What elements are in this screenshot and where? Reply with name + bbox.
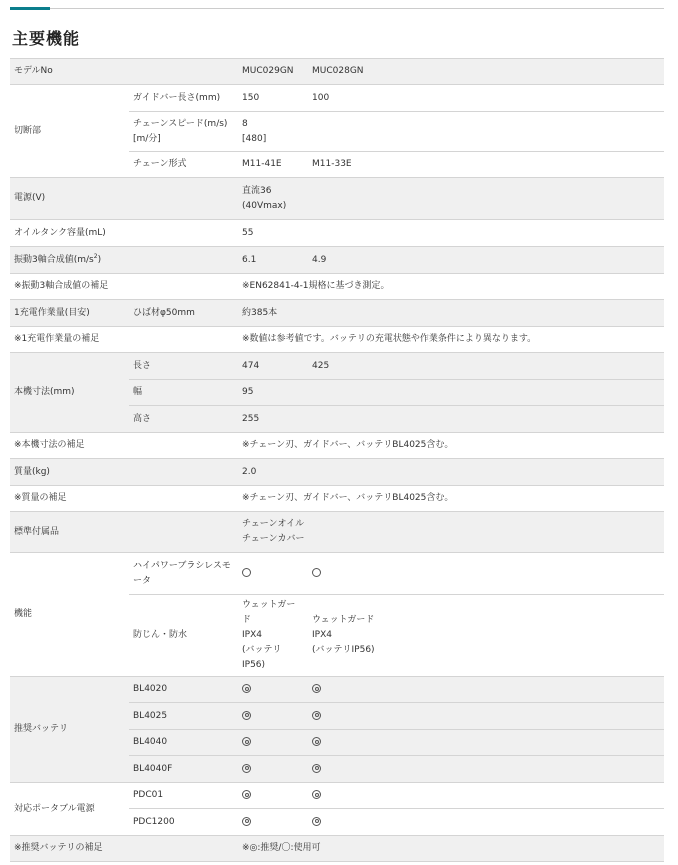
double-circle-icon bbox=[312, 684, 321, 693]
row-label: 本機寸法(mm) bbox=[10, 353, 129, 433]
value: ※チェーン刃、ガイドバー、バッテリBL4025含む。 bbox=[238, 433, 664, 459]
row-label: ※質量の補足 bbox=[10, 486, 129, 512]
row-label: 推奨バッテリ bbox=[10, 677, 129, 783]
double-circle-icon bbox=[312, 817, 321, 826]
table-row bbox=[10, 353, 664, 380]
table-row bbox=[10, 553, 664, 595]
row-label: 機能 bbox=[10, 553, 129, 677]
double-circle-icon bbox=[242, 764, 251, 773]
double-circle-icon bbox=[242, 684, 251, 693]
double-circle-icon bbox=[312, 790, 321, 799]
value: 約385本 bbox=[238, 300, 664, 327]
value: 2.0 bbox=[238, 459, 664, 486]
table-row bbox=[10, 327, 664, 353]
value-2: ウェットガード IPX4 (バッテリIP56) bbox=[308, 595, 664, 677]
row-label: オイルタンク容量(mL) bbox=[10, 220, 129, 247]
value: 直流36 (40Vmax) bbox=[238, 178, 664, 220]
double-circle-icon bbox=[242, 711, 251, 720]
page-title: 主要機能 bbox=[12, 29, 81, 48]
table-row bbox=[10, 677, 664, 703]
value-1: 474 bbox=[238, 353, 308, 380]
table-row bbox=[10, 836, 664, 862]
value-1: 150 bbox=[238, 85, 308, 112]
table-row bbox=[10, 486, 664, 512]
value-1 bbox=[238, 553, 308, 595]
sub-label: ひば材φ50mm bbox=[129, 300, 238, 327]
row-label: 対応ポータブル電源 bbox=[10, 783, 129, 836]
sub-label: BL4020 bbox=[129, 677, 238, 703]
row-label: 電源(V) bbox=[10, 178, 129, 220]
value-1: 8 [480] bbox=[238, 112, 308, 152]
row-label: 切断部 bbox=[10, 85, 129, 178]
value: ※◎:推奨/〇:使用可 bbox=[238, 836, 664, 862]
row-label: 標準付属品 bbox=[10, 512, 129, 553]
sub-label: PDC1200 bbox=[129, 809, 238, 836]
value-2: 4.9 bbox=[308, 247, 664, 274]
sub-label: 長さ bbox=[129, 353, 238, 380]
model-2: MUC028GN bbox=[308, 59, 664, 85]
sub-label: 防じん・防水 bbox=[129, 595, 238, 677]
sub-label: BL4025 bbox=[129, 703, 238, 730]
sub-label: ハイパワーブラシレスモ ータ bbox=[129, 553, 238, 595]
table-row bbox=[10, 85, 664, 112]
value-1: ウェットガード IPX4 (バッテリ IP56) bbox=[238, 595, 308, 677]
row-label: 振動3軸合成値$(m/s^2)$ bbox=[10, 247, 129, 274]
value-2: M11-33E bbox=[308, 152, 664, 178]
value-2: 425 bbox=[308, 353, 664, 380]
table-row bbox=[10, 274, 664, 300]
double-circle-icon bbox=[242, 737, 251, 746]
value: 255 bbox=[238, 406, 664, 433]
double-circle-icon bbox=[312, 764, 321, 773]
double-circle-icon bbox=[312, 737, 321, 746]
value: チェーンオイル チェーンカバー bbox=[238, 512, 664, 553]
model-1: MUC029GN bbox=[238, 59, 308, 85]
row-label: モデルNo bbox=[10, 59, 129, 85]
value: 95 bbox=[238, 380, 664, 406]
table-row bbox=[10, 178, 664, 220]
double-circle-icon bbox=[312, 711, 321, 720]
value-1: M11-41E bbox=[238, 152, 308, 178]
value: ※EN62841-4-1規格に基づき測定。 bbox=[238, 274, 664, 300]
value-2 bbox=[308, 553, 664, 595]
table-row bbox=[10, 512, 664, 553]
sub-label: BL4040F bbox=[129, 756, 238, 783]
sub-label: 高さ bbox=[129, 406, 238, 433]
row-label: 質量(kg) bbox=[10, 459, 129, 486]
table-row bbox=[10, 783, 664, 809]
value: ※チェーン刃、ガイドバー、バッテリBL4025含む。 bbox=[238, 486, 664, 512]
double-circle-icon bbox=[242, 817, 251, 826]
sub-label: チェーン形式 bbox=[129, 152, 238, 178]
row-label: ※1充電作業量の補足 bbox=[10, 327, 129, 353]
sub-label: チェーンスピード(m/s) [m/分] bbox=[129, 112, 238, 152]
sub-label: PDC01 bbox=[129, 783, 238, 809]
value-2: 100 bbox=[308, 85, 664, 112]
table-row bbox=[10, 59, 664, 85]
accent-bar bbox=[10, 7, 50, 10]
top-divider bbox=[10, 8, 664, 9]
row-label: ※推奨バッテリの補足 bbox=[10, 836, 129, 862]
spec-table bbox=[10, 58, 664, 862]
circle-icon bbox=[312, 568, 321, 577]
row-label: ※振動3軸合成値の補足 bbox=[10, 274, 129, 300]
table-row bbox=[10, 459, 664, 486]
table-row bbox=[10, 300, 664, 327]
double-circle-icon bbox=[242, 790, 251, 799]
value-1: 6.1 bbox=[238, 247, 308, 274]
table-row bbox=[10, 220, 664, 247]
sub-label: BL4040 bbox=[129, 730, 238, 756]
table-row bbox=[10, 247, 664, 274]
sub-label: ガイドバー長さ(mm) bbox=[129, 85, 238, 112]
circle-icon bbox=[242, 568, 251, 577]
value: 55 bbox=[238, 220, 664, 247]
value: ※数値は参考値です。バッテリの充電状態や作業条件により異なります。 bbox=[238, 327, 664, 353]
row-label: 1充電作業量(目安) bbox=[10, 300, 129, 327]
table-row bbox=[10, 433, 664, 459]
sub-label: 幅 bbox=[129, 380, 238, 406]
row-label: ※本機寸法の補足 bbox=[10, 433, 129, 459]
